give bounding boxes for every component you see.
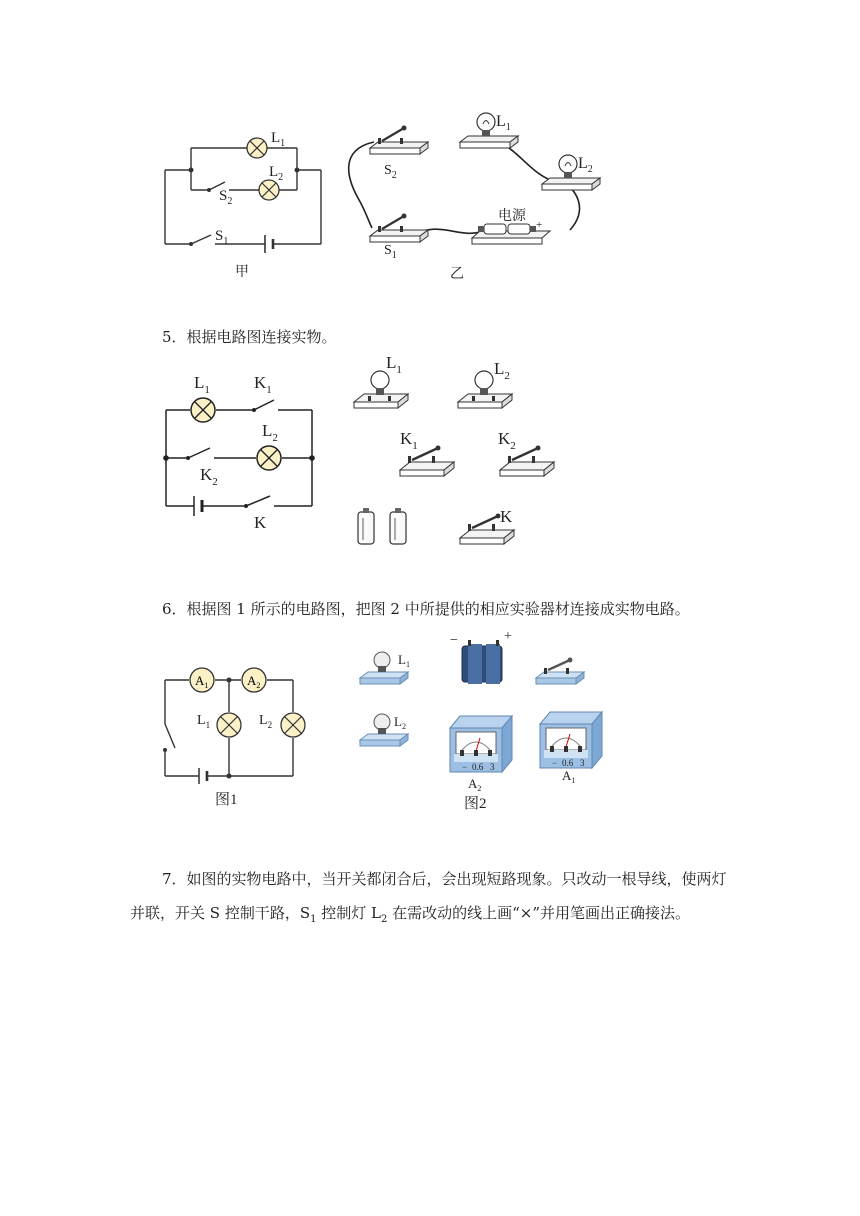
q5-label-L2: L (262, 421, 273, 440)
q5-lamp-L2-symbol (257, 446, 281, 470)
q5-comp-label-K: K (500, 507, 513, 526)
label-power-plus: + (536, 219, 543, 231)
label-S2: S (219, 188, 228, 204)
switch-S1-object (370, 214, 428, 243)
q5-comp-label-L1-sub: 1 (396, 364, 402, 376)
label-yi-L2: L (578, 155, 588, 172)
q6-label-L1: L (197, 713, 206, 728)
q5-label-L2-sub: 2 (272, 432, 278, 444)
svg-text:L2 (262, 421, 278, 444)
q7-text-b: 控制灯 L (316, 904, 381, 922)
q5-comp-label-L2-sub: 2 (504, 370, 510, 382)
svg-text:L2 (394, 714, 406, 731)
q5-battery-1 (358, 508, 374, 544)
question-6-text: 6．根据图 1 所示的电路图，把图 2 中所提供的相应实验器材连接成实物电路。 (162, 600, 690, 618)
caption-jia: 甲 (235, 265, 249, 280)
q5-battery-2 (390, 508, 406, 544)
question-7-line2 (130, 896, 750, 937)
label-L2: L (269, 164, 279, 180)
label-yi-L2-sub: 2 (587, 164, 593, 175)
q5-comp-label-K1: K (400, 429, 413, 448)
q6-battery-object (462, 640, 502, 684)
q7-text-a: 并联，开关 S 控制干路，S (130, 904, 311, 922)
physical-circuit-yi (338, 100, 608, 290)
caption-yi: 乙 (450, 267, 464, 282)
q6-label-L2-sub: 2 (267, 720, 273, 730)
label-yi-L1: L (496, 113, 506, 130)
label-S1-sub: 1 (223, 236, 229, 247)
q6-A1-scale-b: 3 (580, 758, 585, 768)
svg-text:L2 (259, 713, 272, 730)
q6-battery-minus: − (450, 633, 458, 648)
q5-comp-label-K1-sub: 1 (412, 440, 418, 452)
lamp-L1-symbol (247, 138, 267, 158)
q6-label-L2: L (259, 713, 268, 728)
q6-lamp-L2-symbol (281, 713, 305, 737)
q6-label-A2-sub: 2 (256, 681, 261, 690)
q7-sub-2: 2 (380, 914, 388, 925)
q5-switch-K2-object (500, 446, 554, 477)
q5-comp-label-L2: L (494, 359, 505, 378)
q6-fig2-label-A1-sub: 1 (571, 776, 576, 785)
svg-text:K1 (400, 429, 418, 452)
svg-text:L2 (578, 155, 593, 175)
q5-comp-label-L1: L (386, 356, 397, 372)
q5-label-L1-sub: 1 (204, 384, 210, 396)
q6-label-L1-sub: 1 (205, 720, 211, 730)
label-yi-S2: S (384, 163, 392, 178)
label-power: 电源 (498, 209, 526, 224)
svg-text:K2 (498, 429, 516, 452)
lamp-L2-symbol (259, 180, 279, 200)
label-L1-sub: 1 (280, 138, 286, 149)
label-S2-sub: 2 (227, 196, 233, 207)
q6-switch-object (536, 658, 584, 685)
q7-sub-1: 1 (310, 914, 317, 925)
svg-text:S2 (384, 163, 397, 181)
label-L1: L (271, 130, 281, 146)
q5-label-L1: L (194, 373, 205, 392)
q6-A1-scale-a: 0.6 (562, 758, 574, 768)
svg-text:K2 (200, 465, 218, 488)
label-yi-L1-sub: 1 (505, 122, 511, 133)
q6-label-A1: A (195, 673, 205, 688)
q6-fig2-label-A2-sub: 2 (477, 784, 482, 793)
q5-label-K1: K (254, 373, 267, 392)
q6-ammeter-A2-symbol (242, 668, 266, 692)
label-yi-S1: S (384, 243, 392, 258)
q6-fig2-components (350, 630, 610, 815)
q6-fig2-label-L1: L (398, 652, 406, 667)
q6-label-A2: A (247, 673, 257, 688)
svg-text:A2 (468, 776, 481, 793)
svg-text:S1 (384, 243, 397, 261)
question-7 (130, 862, 750, 937)
q6-fig2-label-L1-sub: 1 (405, 660, 410, 669)
q5-components (350, 356, 560, 556)
q7-text-c: 在需改动的线上画“×”并用笔画出正确接法。 (387, 904, 691, 922)
q6-fig2-label-L2: L (394, 714, 402, 729)
circuit-diagram-jia (155, 118, 335, 288)
label-S1: S (215, 228, 224, 244)
q6-A1-dash: − (552, 758, 558, 768)
q5-lamp-L1-symbol (191, 398, 215, 422)
q6-fig2-label-A2: A (468, 776, 478, 791)
q6-ammeter-A1-symbol (190, 668, 214, 692)
q6-battery-plus: + (504, 630, 512, 644)
label-yi-S1-sub: 1 (391, 250, 397, 261)
svg-text:L1 (194, 373, 210, 396)
q5-comp-label-K2-sub: 2 (510, 440, 516, 452)
q5-circuit-diagram (150, 368, 330, 538)
q5-label-K1-sub: 1 (266, 384, 272, 396)
q6-lamp-L1-symbol (217, 713, 241, 737)
svg-text:L1 (271, 130, 285, 149)
svg-text:L2 (494, 359, 510, 382)
q6-fig1-circuit (155, 660, 315, 810)
q5-label-K2: K (200, 465, 213, 484)
q5-label-K2-sub: 2 (212, 476, 218, 488)
question-7-line1: 7．如图的实物电路中，当开关都闭合后，会出现短路现象。只改动一根导线，使两灯 (162, 870, 727, 888)
q5-switch-K1-object (400, 446, 454, 477)
question-6 (162, 592, 690, 626)
q6-A2-scale-a: 0.6 (472, 762, 484, 772)
q5-comp-label-K2: K (498, 429, 511, 448)
question-5 (162, 320, 337, 354)
svg-text:L1 (496, 113, 511, 133)
q6-caption-fig1: 图1 (215, 792, 238, 808)
q5-label-K: K (254, 513, 267, 532)
q6-fig2-label-L2-sub: 2 (401, 722, 406, 731)
q6-label-A1-sub: 1 (204, 681, 209, 690)
q5-lamp-L1-object (354, 371, 408, 408)
svg-text:K1 (254, 373, 272, 396)
svg-text:L1 (398, 652, 410, 669)
svg-text:S2 (219, 188, 232, 207)
q6-caption-fig2: 图2 (464, 796, 487, 812)
label-L2-sub: 2 (278, 172, 284, 183)
q6-A2-dash: − (462, 762, 468, 772)
label-yi-S2-sub: 2 (391, 170, 397, 181)
svg-text:L1 (197, 713, 210, 730)
svg-text:A1 (562, 768, 575, 785)
svg-text:L1 (386, 356, 402, 376)
q6-A2-scale-b: 3 (490, 762, 495, 772)
question-5-text: 5．根据电路图连接实物。 (162, 328, 337, 346)
switch-S2-object (370, 126, 428, 155)
q6-fig2-label-A1: A (562, 768, 572, 783)
